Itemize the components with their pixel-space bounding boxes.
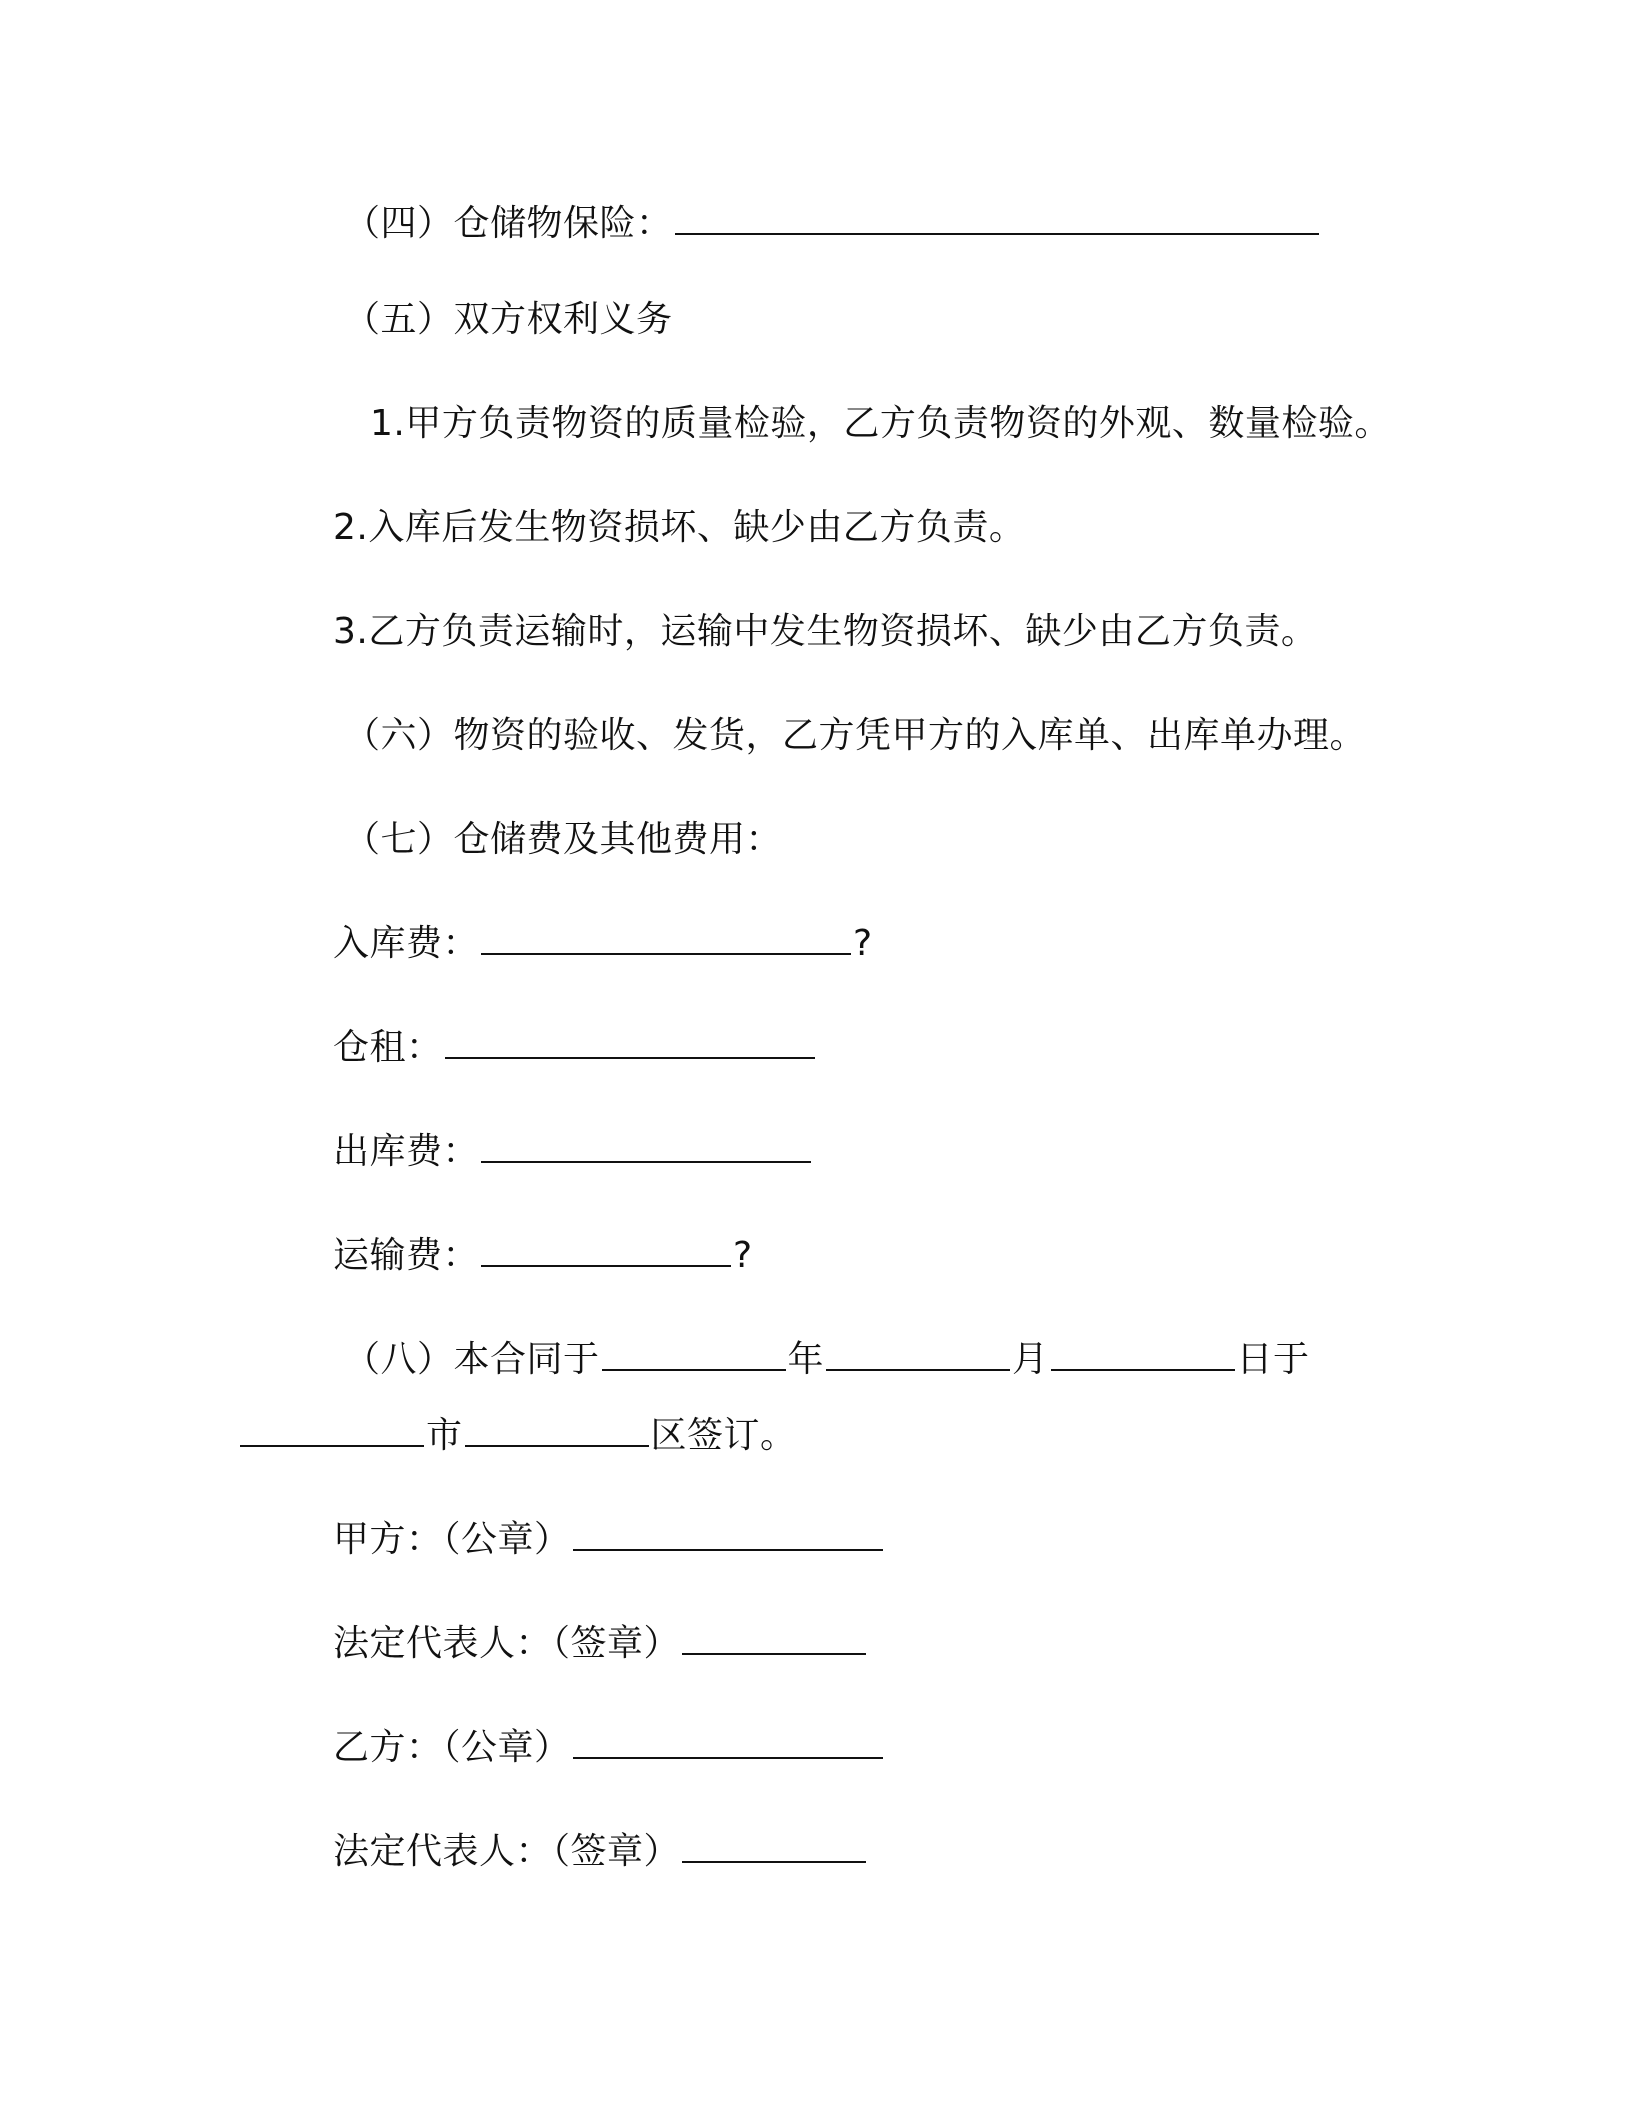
rent-blank[interactable] <box>445 1027 815 1059</box>
party-a-line <box>333 1516 885 1564</box>
party-a-rep-signature-blank[interactable] <box>682 1623 866 1655</box>
outbound-fee-blank[interactable] <box>481 1131 811 1163</box>
party-a-seal-blank[interactable] <box>573 1519 883 1551</box>
insurance-blank[interactable] <box>675 203 1319 235</box>
outbound-fee-line <box>333 1128 813 1176</box>
rights-item-2: 2.入库后发生物资损坏、缺少由乙方负责。 <box>333 507 1026 548</box>
signing-prefix: （八）本合同于 <box>344 1339 600 1380</box>
party-b-label: 乙方：（公章） <box>333 1727 571 1768</box>
fees-heading: （七）仓储费及其他费用： <box>344 819 783 860</box>
transport-fee-suffix: ? <box>733 1235 753 1276</box>
signing-day-label: 日于 <box>1236 1339 1310 1380</box>
signing-month-label: 月 <box>1012 1339 1049 1380</box>
party-a-rep-label: 法定代表人：（签章） <box>333 1623 681 1664</box>
outbound-fee-label: 出库费： <box>333 1131 480 1172</box>
insurance-line <box>344 200 1321 248</box>
insurance-label: （四）仓储物保险： <box>344 203 673 244</box>
party-a-rep-line <box>333 1620 868 1668</box>
signing-year-blank[interactable] <box>602 1339 786 1371</box>
signing-city-label: 市 <box>426 1415 463 1456</box>
transport-fee-line <box>333 1232 753 1280</box>
party-b-rep-label: 法定代表人：（签章） <box>333 1831 681 1872</box>
signing-city-blank[interactable] <box>240 1415 424 1447</box>
party-b-seal-blank[interactable] <box>573 1727 883 1759</box>
party-b-rep-line <box>333 1828 868 1876</box>
rights-item-3: 3.乙方负责运输时，运输中发生物资损坏、缺少由乙方负责。 <box>333 611 1318 652</box>
inbound-fee-blank[interactable] <box>481 923 851 955</box>
inbound-fee-suffix: ? <box>853 923 873 964</box>
signing-month-blank[interactable] <box>826 1339 1010 1371</box>
signing-district-label: 区签订。 <box>650 1415 797 1456</box>
party-a-label: 甲方：（公章） <box>333 1519 571 1560</box>
signing-line-1 <box>344 1336 1310 1384</box>
acceptance-clause: （六）物资的验收、发货，乙方凭甲方的入库单、出库单办理。 <box>344 715 1367 756</box>
inbound-fee-line <box>333 920 873 968</box>
signing-day-blank[interactable] <box>1051 1339 1235 1371</box>
signing-district-blank[interactable] <box>465 1415 649 1447</box>
inbound-fee-label: 入库费： <box>333 923 480 964</box>
rights-item-1: 1.甲方负责物资的质量检验，乙方负责物资的外观、数量检验。 <box>370 403 1391 444</box>
transport-fee-blank[interactable] <box>481 1235 731 1267</box>
party-b-line <box>333 1724 885 1772</box>
rent-line <box>333 1024 817 1072</box>
rent-label: 仓租： <box>333 1027 443 1068</box>
transport-fee-label: 运输费： <box>333 1235 480 1276</box>
signing-line-2 <box>238 1412 797 1460</box>
party-b-rep-signature-blank[interactable] <box>682 1831 866 1863</box>
signing-year-label: 年 <box>787 1339 825 1380</box>
rights-heading: （五）双方权利义务 <box>344 299 673 340</box>
